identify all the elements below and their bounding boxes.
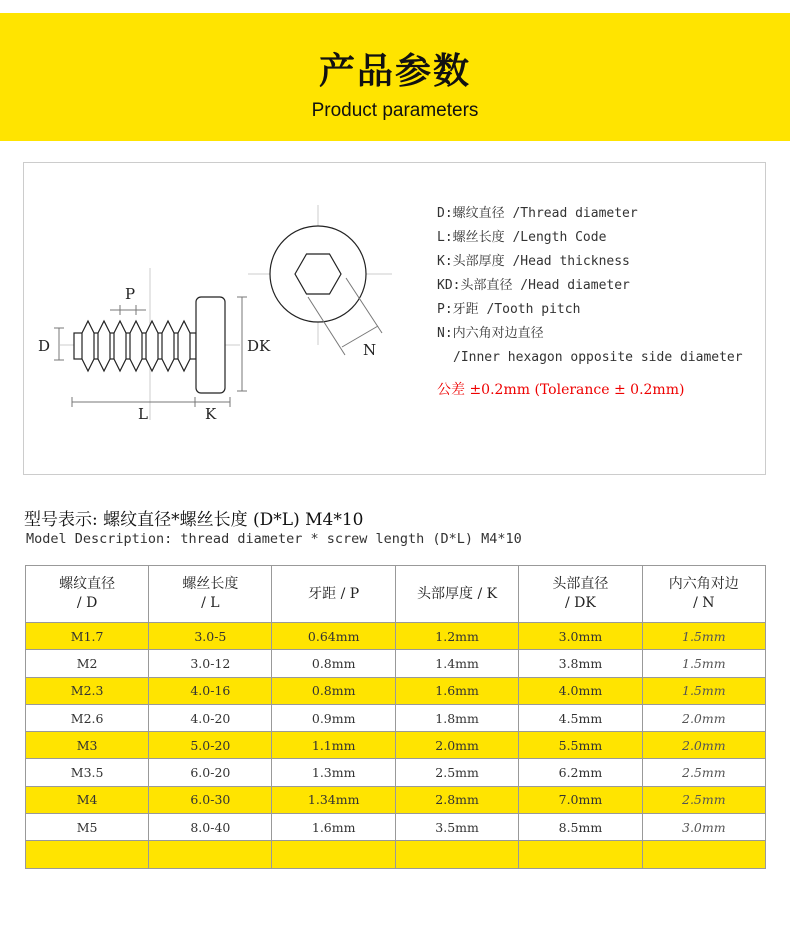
header-line: 螺纹直径 [59, 576, 116, 592]
table-cell: 4.0-20 [149, 704, 272, 731]
table-cell: 1.4mm [395, 650, 518, 677]
table-cell: 5.0-20 [149, 732, 272, 759]
column-header [519, 566, 642, 623]
table-cell: 1.5mm [642, 623, 765, 650]
table-cell: 2.5mm [395, 759, 518, 786]
table-cell: 3.0-12 [149, 650, 272, 677]
table-cell: M1.7 [26, 623, 149, 650]
header-line: 牙距 / P [308, 585, 360, 602]
label-n: N [363, 341, 377, 359]
label-dk: DK [247, 337, 271, 355]
table-cell: 0.64mm [272, 623, 395, 650]
model-description-cn: 型号表示: 螺纹直径*螺丝长度 (D*L) M4*10 [24, 510, 364, 530]
legend-item: KD:头部直径 /Head diameter [437, 278, 630, 293]
table-cell: 1.5mm [642, 677, 765, 704]
header-line: 头部直径 [552, 576, 609, 592]
table-cell [149, 841, 272, 868]
table-cell: 8.0-40 [149, 814, 272, 841]
table-cell: M2.6 [26, 704, 149, 731]
label-l: L [138, 405, 148, 423]
label-p: P [125, 285, 136, 303]
table-cell: 2.0mm [395, 732, 518, 759]
table-cell [519, 841, 642, 868]
column-header [149, 566, 272, 623]
legend-item: L:螺丝长度 /Length Code [437, 230, 607, 245]
table-cell: 4.5mm [519, 704, 642, 731]
table-cell: M2.3 [26, 677, 149, 704]
legend-item-n-en: /Inner hexagon opposite side diameter [453, 350, 743, 365]
table-cell: 1.34mm [272, 786, 395, 813]
table-cell: 2.5mm [642, 759, 765, 786]
table-cell: M3 [26, 732, 149, 759]
table-cell: 1.8mm [395, 704, 518, 731]
table-cell: 3.8mm [519, 650, 642, 677]
table-cell: 2.8mm [395, 786, 518, 813]
table-cell: 6.2mm [519, 759, 642, 786]
tolerance-note: 公差 ±0.2mm (Tolerance ± 0.2mm) [437, 382, 685, 398]
table-cell: 4.0-16 [149, 677, 272, 704]
table-row [26, 759, 766, 786]
thread-crest [114, 321, 126, 371]
table-row [26, 704, 766, 731]
table-cell: 0.8mm [272, 677, 395, 704]
header-line: / D [76, 595, 98, 611]
header-line: / N [693, 595, 715, 611]
table-cell [395, 841, 518, 868]
header-line: / L [201, 595, 220, 611]
table-cell [272, 841, 395, 868]
table-cell: 3.0mm [642, 814, 765, 841]
table-cell: M3.5 [26, 759, 149, 786]
table-cell: 1.6mm [272, 814, 395, 841]
thread-crest [146, 321, 158, 371]
table-cell: 7.0mm [519, 786, 642, 813]
parameters-table [25, 565, 766, 869]
table-cell: 1.3mm [272, 759, 395, 786]
thread-crest [82, 321, 94, 371]
thread-crest [178, 321, 190, 371]
table-row [26, 841, 766, 868]
table-cell: 4.0mm [519, 677, 642, 704]
table-cell: 8.5mm [519, 814, 642, 841]
table-cell: 6.0-20 [149, 759, 272, 786]
table-cell: 6.0-30 [149, 786, 272, 813]
header-line: / DK [565, 595, 596, 611]
legend-item: N:内六角对边直径 [437, 326, 544, 341]
header-line: 内六角对边 [668, 576, 739, 592]
title-cn: 产品参数 [318, 51, 471, 92]
label-k: K [205, 405, 217, 423]
title-en: Product parameters [311, 100, 479, 121]
table-cell: 0.9mm [272, 704, 395, 731]
column-header [395, 566, 518, 623]
table-cell: 2.0mm [642, 732, 765, 759]
table-cell: 1.2mm [395, 623, 518, 650]
header-line: 螺丝长度 [182, 576, 239, 592]
table-cell: 2.0mm [642, 704, 765, 731]
table-row [26, 623, 766, 650]
thread-crest [98, 321, 110, 371]
table-cell: 3.5mm [395, 814, 518, 841]
table-cell: 1.5mm [642, 650, 765, 677]
table-cell: M4 [26, 786, 149, 813]
table-cell: 3.0-5 [149, 623, 272, 650]
legend-item: P:牙距 /Tooth pitch [437, 302, 581, 317]
table-cell: 5.5mm [519, 732, 642, 759]
table-cell [642, 841, 765, 868]
table-cell: 0.8mm [272, 650, 395, 677]
legend-item: D:螺纹直径 /Thread diameter [437, 206, 638, 221]
table-cell: 2.5mm [642, 786, 765, 813]
label-d: D [38, 337, 51, 355]
table-row [26, 814, 766, 841]
table-cell [26, 841, 149, 868]
table-row [26, 650, 766, 677]
thread-crest [130, 321, 142, 371]
model-description-en: Model Description: thread diameter * screw length (D*L) M4*10 [26, 531, 522, 547]
table-cell: 3.0mm [519, 623, 642, 650]
table-cell: 1.6mm [395, 677, 518, 704]
thread-crest [162, 321, 174, 371]
table-row [26, 677, 766, 704]
legend-item: K:头部厚度 /Head thickness [437, 254, 630, 269]
table-row [26, 786, 766, 813]
table-cell: M5 [26, 814, 149, 841]
table-cell: M2 [26, 650, 149, 677]
table-row [26, 732, 766, 759]
header-line: 头部厚度 / K [417, 585, 498, 602]
column-header [26, 566, 149, 623]
table-cell: 1.1mm [272, 732, 395, 759]
column-header [642, 566, 765, 623]
column-header [272, 566, 395, 623]
legend [437, 202, 743, 402]
